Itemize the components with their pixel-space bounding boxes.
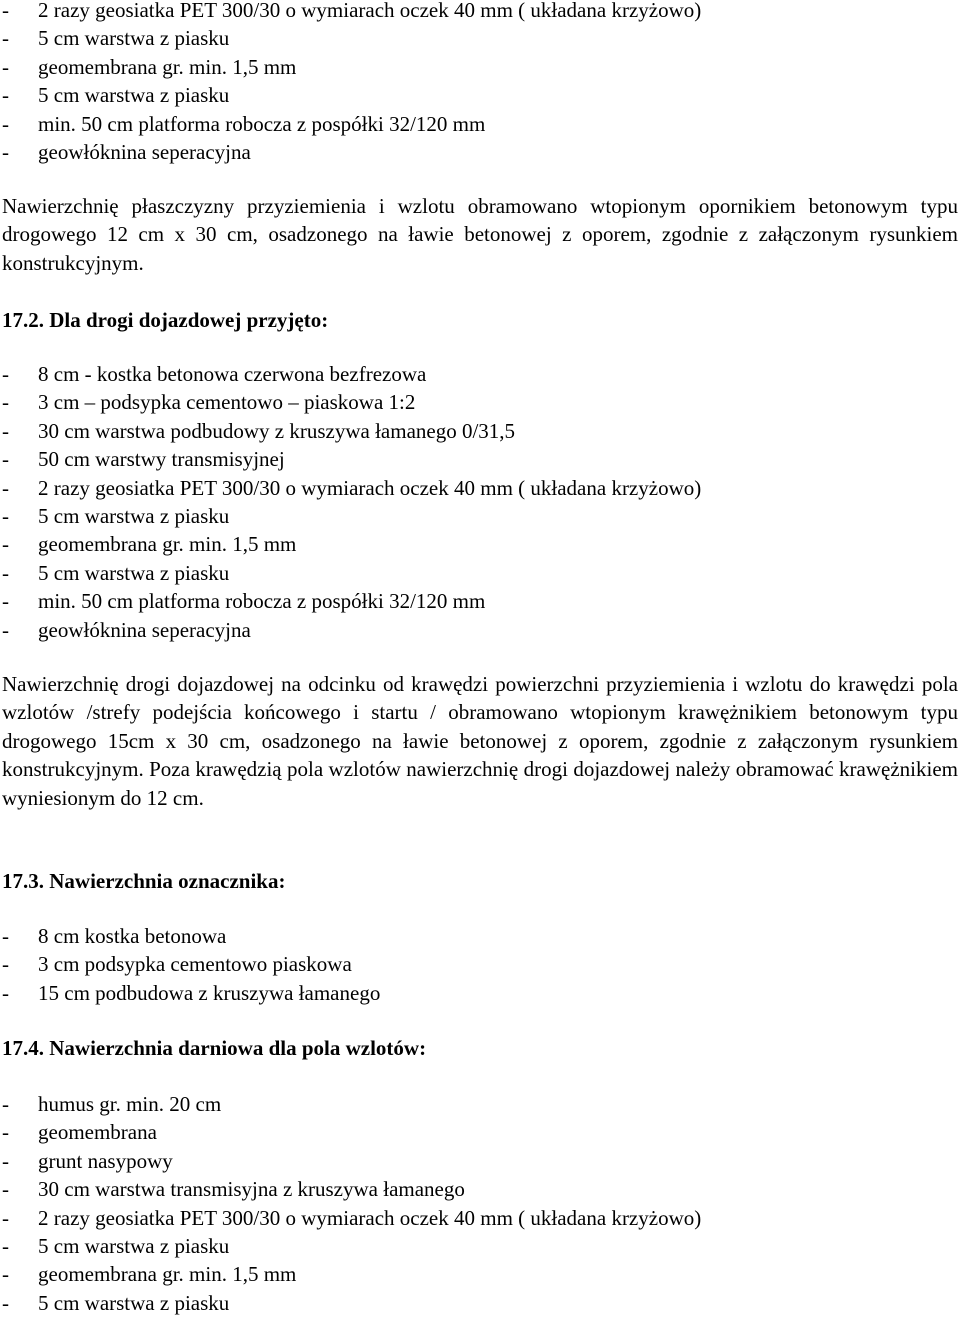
list-bullet-dash: - bbox=[2, 589, 9, 614]
list-item bbox=[2, 110, 701, 138]
list-item bbox=[2, 1260, 701, 1288]
list-item-text: humus gr. min. 20 cm bbox=[38, 1092, 222, 1116]
list-item-text: 3 cm podsypka cementowo piaskowa bbox=[38, 952, 352, 977]
list-item-text: min. 50 cm platforma robocza z pospółki 32/120 mm bbox=[38, 111, 486, 136]
list-item bbox=[2, 587, 701, 615]
list-item-text: 50 cm warstwy transmisyjnej bbox=[38, 447, 285, 472]
list-item bbox=[2, 1289, 701, 1317]
list-item-text: 30 cm warstwa podbudowy z kruszywa łamanego 0/31,5 bbox=[38, 418, 516, 443]
list-item-text: geowłóknina seperacyjna bbox=[38, 617, 251, 642]
list-bullet-dash: - bbox=[2, 560, 9, 585]
list-bullet-dash: - bbox=[2, 362, 9, 386]
list-bullet-dash: - bbox=[2, 26, 9, 51]
layer-list-access-road bbox=[2, 360, 701, 644]
list-item bbox=[2, 530, 701, 558]
layer-list-marker bbox=[2, 922, 380, 1007]
list-item-text: 5 cm warstwa z piasku bbox=[38, 560, 230, 585]
list-item bbox=[2, 1147, 701, 1175]
list-bullet-dash: - bbox=[2, 1120, 9, 1145]
layer-list-grass-surface bbox=[2, 1090, 701, 1317]
list-item bbox=[2, 138, 701, 166]
list-item-text: 15 cm podbudowa z kruszywa łamanego bbox=[38, 980, 381, 1005]
layer-list-continued bbox=[2, 0, 701, 166]
list-item-text: 8 cm - kostka betonowa czerwona bezfrezowa bbox=[38, 362, 427, 386]
list-bullet-dash: - bbox=[2, 503, 9, 528]
list-item-text: 5 cm warstwa z piasku bbox=[38, 83, 230, 108]
list-item bbox=[2, 0, 701, 24]
list-item-text: grunt nasypowy bbox=[38, 1148, 173, 1173]
list-bullet-dash: - bbox=[2, 0, 9, 22]
list-item bbox=[2, 360, 701, 388]
list-item-text: geomembrana gr. min. 1,5 mm bbox=[38, 532, 297, 557]
list-item-text: 2 razy geosiatka PET 300/30 o wymiarach oczek 40 mm ( układana krzyżowo) bbox=[38, 0, 702, 22]
paragraph-landing-area-edging: Nawierzchnię płaszczyzny przyziemienia i wzlotu obramowano wtopionym opornikiem betonowym typu drogowego 12 cm x 30 cm, osadzonego na ławie betonowej z oporem, zgodnie z załączonym rysunkiem konstrukcyjnym. bbox=[2, 194, 958, 275]
list-item-text: geomembrana gr. min. 1,5 mm bbox=[38, 1262, 297, 1287]
list-item-text: 3 cm – podsypka cementowo – piaskowa 1:2 bbox=[38, 390, 416, 415]
list-bullet-dash: - bbox=[2, 390, 9, 415]
list-bullet-dash: - bbox=[2, 418, 9, 443]
list-item bbox=[2, 445, 701, 473]
list-bullet-dash: - bbox=[2, 139, 9, 164]
section-heading-17-2: 17.2. Dla drogi dojazdowej przyjęto: bbox=[2, 308, 329, 332]
list-item bbox=[2, 53, 701, 81]
list-bullet-dash: - bbox=[2, 1092, 9, 1116]
list-item bbox=[2, 502, 701, 530]
list-bullet-dash: - bbox=[2, 1148, 9, 1173]
list-item bbox=[2, 559, 701, 587]
list-item bbox=[2, 950, 380, 978]
list-bullet-dash: - bbox=[2, 447, 9, 472]
list-item bbox=[2, 616, 701, 644]
list-item bbox=[2, 1204, 701, 1232]
list-item bbox=[2, 388, 701, 416]
list-item-text: 2 razy geosiatka PET 300/30 o wymiarach oczek 40 mm ( układana krzyżowo) bbox=[38, 1205, 702, 1230]
list-item-text: 5 cm warstwa z piasku bbox=[38, 1290, 230, 1315]
list-bullet-dash: - bbox=[2, 532, 9, 557]
list-item-text: 30 cm warstwa transmisyjna z kruszywa łamanego bbox=[38, 1177, 465, 1202]
list-item bbox=[2, 417, 701, 445]
list-bullet-dash: - bbox=[2, 111, 9, 136]
list-bullet-dash: - bbox=[2, 980, 9, 1005]
list-bullet-dash: - bbox=[2, 924, 9, 948]
list-item-text: 8 cm kostka betonowa bbox=[38, 924, 227, 948]
list-item-text: geomembrana gr. min. 1,5 mm bbox=[38, 54, 297, 79]
section-heading-17-3: 17.3. Nawierzchnia oznacznika: bbox=[2, 869, 286, 893]
list-bullet-dash: - bbox=[2, 1290, 9, 1315]
section-heading-17-4: 17.4. Nawierzchnia darniowa dla pola wzlotów: bbox=[2, 1036, 427, 1060]
list-item-text: geowłóknina seperacyjna bbox=[38, 139, 251, 164]
paragraph-access-road-edging: Nawierzchnię drogi dojazdowej na odcinku od krawędzi powierzchni przyziemienia i wzlotu do krawędzi pola wzlotów /strefy podejścia końcowego i startu / obramowano wtopionym krawężnikiem betonowym typu drogowego 15cm x 30 cm, osadzonego na ławie betonowej z oporem, zgodnie z załączonym rysunkiem konstrukcyjnym. Poza krawędzią pola wzlotów nawierzchnię drogi dojazdowej należy obramować krawężnikiem wyniesionym do 12 cm. bbox=[2, 672, 958, 810]
list-item bbox=[2, 1232, 701, 1260]
list-item-text: min. 50 cm platforma robocza z pospółki 32/120 mm bbox=[38, 589, 486, 614]
list-item-text: 2 razy geosiatka PET 300/30 o wymiarach oczek 40 mm ( układana krzyżowo) bbox=[38, 475, 702, 500]
list-bullet-dash: - bbox=[2, 54, 9, 79]
list-item bbox=[2, 922, 380, 950]
list-item bbox=[2, 1175, 701, 1203]
list-bullet-dash: - bbox=[2, 1177, 9, 1202]
list-bullet-dash: - bbox=[2, 952, 9, 977]
list-item-text: 5 cm warstwa z piasku bbox=[38, 1233, 230, 1258]
list-item bbox=[2, 1090, 701, 1118]
list-item-text: 5 cm warstwa z piasku bbox=[38, 26, 230, 51]
list-bullet-dash: - bbox=[2, 83, 9, 108]
list-bullet-dash: - bbox=[2, 1205, 9, 1230]
list-bullet-dash: - bbox=[2, 475, 9, 500]
list-item-text: geomembrana bbox=[38, 1120, 157, 1145]
list-item bbox=[2, 1118, 701, 1146]
list-item bbox=[2, 81, 701, 109]
list-bullet-dash: - bbox=[2, 1262, 9, 1287]
list-item bbox=[2, 474, 701, 502]
list-bullet-dash: - bbox=[2, 617, 9, 642]
list-item-text: 5 cm warstwa z piasku bbox=[38, 503, 230, 528]
list-item bbox=[2, 24, 701, 52]
list-bullet-dash: - bbox=[2, 1233, 9, 1258]
list-item bbox=[2, 979, 380, 1007]
